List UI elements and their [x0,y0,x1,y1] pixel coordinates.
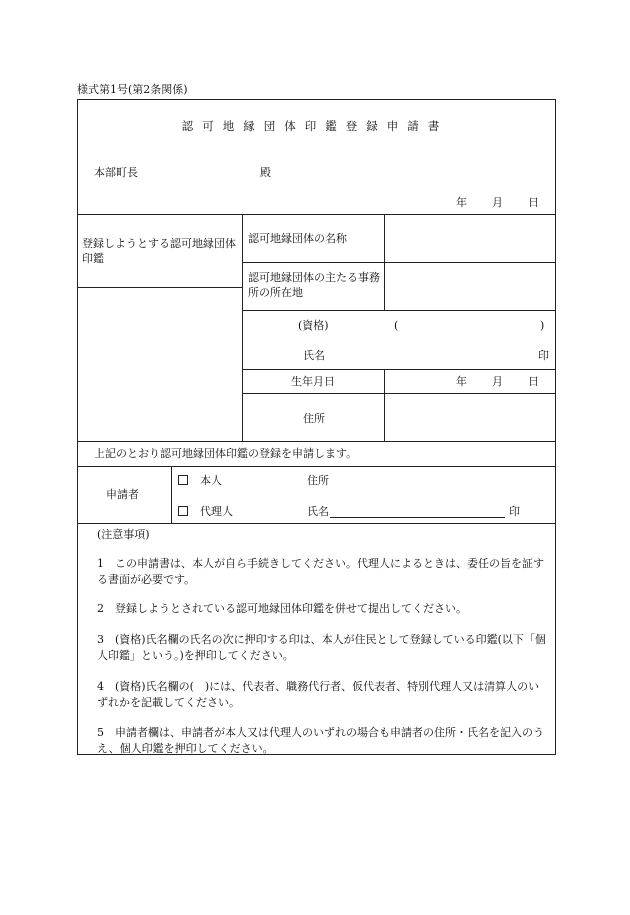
qualification-paren-open: ( [394,319,399,332]
qualification-paren-close: ) [540,319,545,332]
birth-month-label: 月 [492,375,503,388]
applicant-label: 申請者 [106,488,139,501]
note-item: 3 (資格)氏名欄の氏名の次に押印する印は、本人が住民として登録している印鑑(以下「個人印鑑」という。)を押印してください。 [97,633,546,662]
address-input[interactable] [385,394,555,440]
org-name-input[interactable] [385,215,555,261]
birth-date-label: 生年月日 [291,375,335,388]
divider [171,466,172,523]
qualification-label: (資格) [298,319,329,332]
name-input[interactable] [385,340,530,366]
applicant-self-label: 本人 [200,474,222,487]
checkbox-agent[interactable] [178,506,188,516]
date-day-label: 日 [528,196,539,209]
addressee: 本部町長 [94,166,138,179]
applicant-name-label: 氏名 [307,505,329,518]
notes-heading: (注意事項) [97,528,150,541]
date-year-label: 年 [456,196,467,209]
note-item: 1 この申請書は、本人が自ら手続きしてください。代理人によるときは、委任の旨を証する書面が必要です。 [97,557,544,586]
divider [242,214,243,441]
divider [242,310,556,311]
divider [77,441,556,442]
applicant-name-underline [330,517,505,518]
name-label: 氏名 [303,349,325,362]
form-number: 様式第1号(第2条関係) [77,83,188,96]
applicant-agent-label: 代理人 [200,505,233,518]
form-title: 認可地縁団体印鑑登録申請書 [181,119,449,133]
declaration-text: 上記のとおり認可地縁団体印鑑の登録を申請します。 [94,447,358,460]
honorific: 殿 [260,166,271,179]
date-month-label: 月 [492,196,503,209]
divider [77,466,556,467]
org-name-label: 認可地縁団体の名称 [248,232,347,245]
note-item: 5 申請者欄は、申請者が本人又は代理人のいずれの場合も申請者の住所・氏名を記入のうえ、個人印鑑を押印してください。 [97,726,544,755]
office-address-label: 認可地縁団体の主たる事務所の所在地 [248,271,380,299]
applicant-agent-option[interactable] [178,506,233,517]
seal-section-label: 登録しようとする認可地縁団体印鑑 [82,237,236,265]
applicant-address-label: 住所 [307,474,329,487]
birth-date-input[interactable] [385,370,453,392]
address-label: 住所 [303,412,325,425]
note-item: 4 (資格)氏名欄の( )には、代表者、職務代行者、仮代表者、特別代理人又は清算人のいずれかを記載してください。 [97,680,540,709]
qualification-input[interactable] [402,316,536,334]
checkbox-self[interactable] [178,475,188,485]
note-item: 2 登録しようとされている認可地縁団体印鑑を併せて提出してください。 [97,602,467,615]
applicant-self-option[interactable] [178,475,222,486]
applicant-address-input[interactable] [335,471,550,489]
divider [77,523,556,524]
birth-year-label: 年 [456,375,467,388]
applicant-name-input[interactable] [332,500,504,517]
seal-mark: 印 [538,349,549,362]
applicant-seal-mark: 印 [509,505,520,518]
seal-impression-area[interactable] [78,288,241,440]
birth-day-label: 日 [528,375,539,388]
office-address-input[interactable] [385,263,555,309]
